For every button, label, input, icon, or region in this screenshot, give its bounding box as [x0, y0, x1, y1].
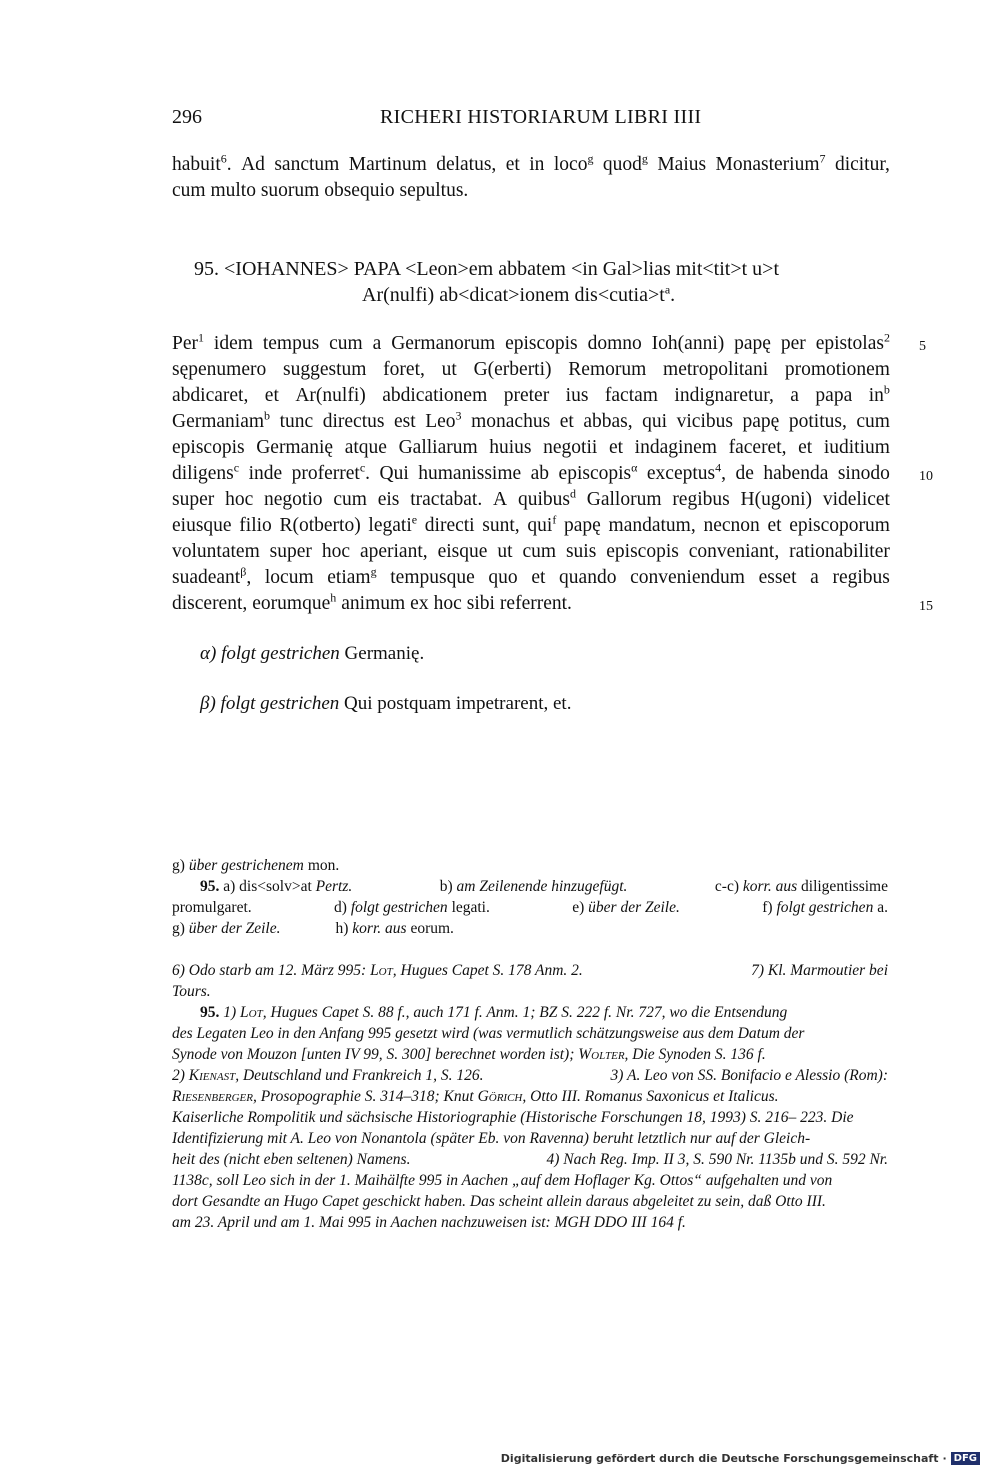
- footnote-line: Identifizierung mit A. Leo von Nonantola (später Eb. von Ravenna) beruht letztlich nur auf der Gleich-: [172, 1130, 811, 1147]
- body-line: sępenumero suggestum foret, ut G(erberti) Remorum metropolitani promotionem: [172, 359, 890, 380]
- body-line: suadeant$^\beta$, locum etiam$^g$ tempusque quo et quando conveniendum esset a regibus: [172, 564, 890, 588]
- body-line: Per$^1$ idem tempus cum a Germanorum episcopis domno Ioh(anni) papę per epistolas$^2$: [172, 330, 890, 354]
- footnote-line: Riesenberger, Prosopographie S. 314–318; Knut Görich, Otto III. Romanus Saxonicus et Italicus.: [172, 1088, 779, 1105]
- dfg-logo: DFG: [951, 1452, 980, 1465]
- line-number: 5: [919, 339, 926, 354]
- chapter-heading-line-2: Ar(nulfi) ab<dicat>ionem $dis<cutia>t^a$.: [362, 282, 676, 306]
- body-line: episcopis Germanię atque Galliarum huius negotii et indaginem faceret, et iuditium: [172, 437, 890, 458]
- credit-text: Digitalisierung gefördert durch die Deutsche Forschungsgemeinschaft: [500, 1452, 939, 1465]
- running-title: RICHERI HISTORIARUM LIBRI IIII: [380, 106, 702, 128]
- footnote-line: 1138c, soll Leo sich in der 1. Maihälfte 995 in Aachen „auf dem Hoflager Kg. Ottos“ aufgehalten und von: [172, 1172, 833, 1189]
- digitization-credit: Digitalisierung gefördert durch die Deutsche Forschungsgemeinschaft · DFG: [501, 1452, 980, 1465]
- apparatus-line: promulgaret. d) folgt gestrichen legati. e) über der Zeile. f) folgt gestrichen a.: [172, 899, 888, 916]
- body-line: cum multo suorum obsequio sepultus.: [172, 180, 469, 201]
- critical-note-beta: β) folgt gestrichen Qui postquam impetrarent, et.: [200, 693, 572, 714]
- critical-note-alpha: α) folgt gestrichen Germanię.: [200, 643, 425, 664]
- body-line: Germaniam$^b$ tunc directus est Leo$^3$ monachus et abbas, qui vicibus papę potitus, cum: [172, 408, 890, 432]
- footnote-line: Kaiserliche Rompolitik und sächsische Historiographie (Historische Forschungen 18, 1993) S. 216– 223. Die: [172, 1109, 854, 1126]
- body-line: abdicaret, et Ar(nulfi) abdicationem preter ius factam indignaretur, a papa $in^b$: [172, 382, 890, 406]
- footnote-line: Synode von Mouzon [unten IV 99, S. 300] berechnet worden ist); Wolter, Die Synoden S. 136 f.: [172, 1046, 766, 1063]
- footnote-line: 95. 1) Lot, Hugues Capet S. 88 f., auch 171 f. Anm. 1; BZ S. 222 f. Nr. 727, wo die Entsendung: [200, 1004, 788, 1021]
- apparatus-line: 95. a) dis<solv>at Pertz. b) am Zeilenende hinzugefügt. c-c) korr. aus diligentissime: [200, 878, 888, 895]
- body-line: eiusque filio R(otberto) legati$^e$ directi sunt, qui$^f$ papę mandatum, necnon et episcoporum: [172, 512, 890, 536]
- footnote-line: am 23. April und am 1. Mai 995 in Aachen nachzuweisen ist: MGH DDO III 164 f.: [172, 1214, 686, 1231]
- body-line: super hoc negotio cum eis tractabat. A quibus$^d$ Gallorum regibus H(ugoni) videlicet: [172, 486, 890, 510]
- footnote-line: Tours.: [172, 983, 211, 1000]
- line-number: 15: [919, 599, 933, 614]
- footnote-line: des Legaten Leo in den Anfang 995 gesetzt wird (was vermutlich schätzungsweise aus dem Datum der: [172, 1025, 805, 1042]
- line-number: 10: [919, 469, 933, 484]
- footnote-line: dort Gesandte an Hugo Capet geschickt haben. Das scheint allein daraus abgeleitet zu sein, daß Otto III.: [172, 1193, 826, 1210]
- body-line: habuit$^6$. Ad sanctum Martinum delatus, et in loco$^g$ quod$^g$ Maius Monasterium$^7$ dicitur,: [172, 151, 890, 175]
- footnote-line: 2) Kienast, Deutschland und Frankreich 1, S. 126. 3) A. Leo von SS. Bonifacio e Alessio (Rom):: [172, 1067, 888, 1084]
- body-line: discerent, eorumque$^h$ animum ex hoc sibi referrent.: [172, 590, 572, 614]
- footnote-line: heit des (nicht eben seltenen) Namens. 4) Nach Reg. Imp. II 3, S. 590 Nr. 1135b und S. 592 Nr.: [172, 1151, 888, 1168]
- footnote-line: 6) Odo starb am 12. März 995: Lot, Hugues Capet S. 178 Anm. 2. 7) Kl. Marmoutier bei: [172, 962, 888, 979]
- body-line: diligens$^c$ inde proferret$^c$. Qui humanissime ab episcopis$^\alpha$ exceptus$^4$, de habenda sinodo: [172, 460, 890, 484]
- apparatus-line: g) über gestrichenem mon.: [172, 857, 340, 874]
- body-line: voluntatem super hoc aperiant, eisque ut cum suis episcopis conveniant, rationabiliter: [172, 541, 890, 562]
- apparatus-line: g) über der Zeile. h) korr. aus eorum.: [172, 920, 454, 937]
- page-number: 296: [172, 106, 202, 128]
- chapter-heading-line-1: 95. <IOHANNES> PAPA <Leon>em abbatem <in Gal>lias mit<tit>t u>t: [194, 258, 780, 280]
